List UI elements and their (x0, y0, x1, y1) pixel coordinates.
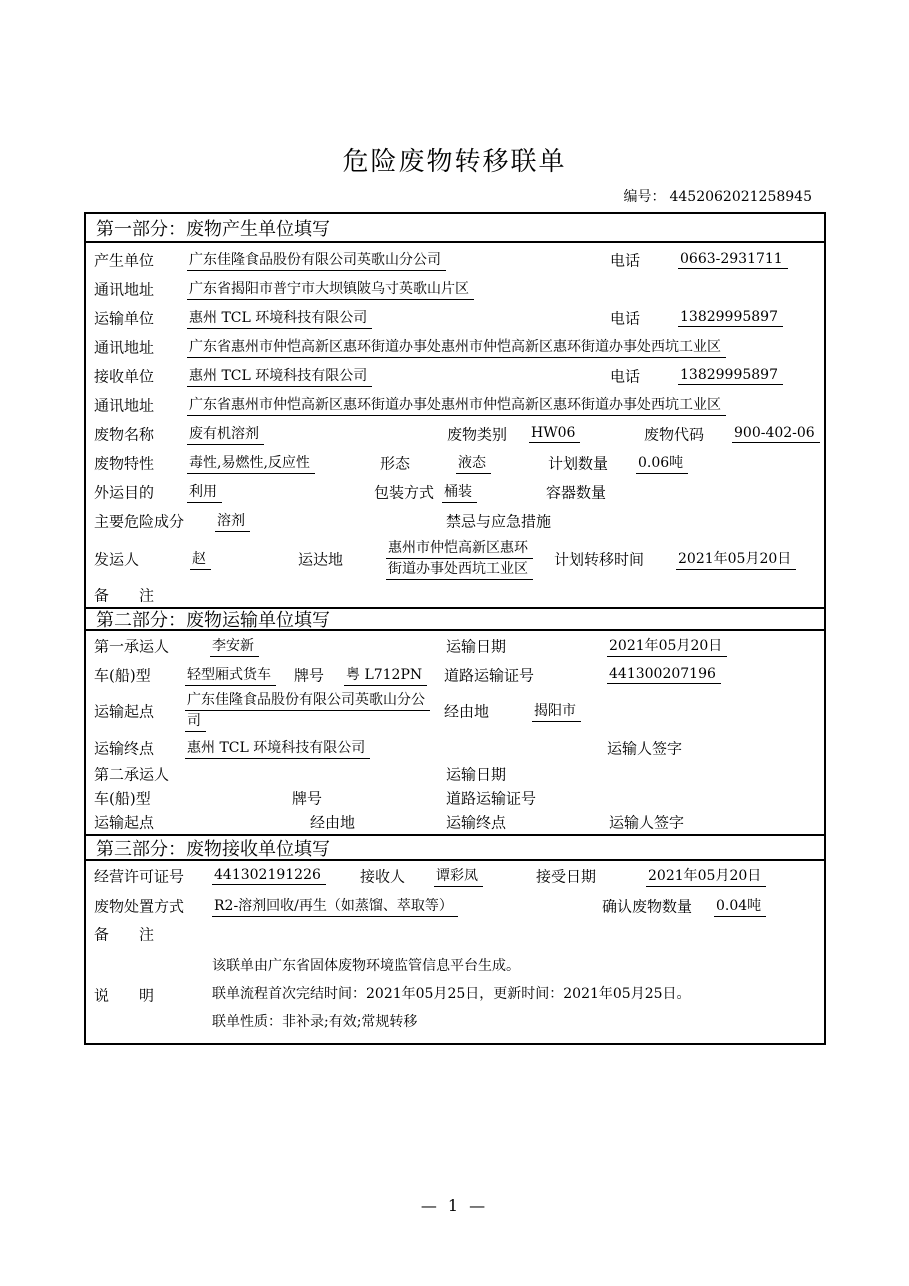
remark-s1-label: 备 注 (94, 586, 155, 605)
permit2-label: 道路运输证号 (446, 789, 537, 808)
destination-value (386, 538, 533, 580)
row-origin1 (86, 689, 824, 733)
carrier1-value: 李安新 (210, 635, 259, 657)
vehicle1-value: 轻型厢式货车 (185, 664, 276, 686)
packaging-label: 包装方式 (374, 483, 435, 501)
row-receiver (86, 361, 824, 390)
via1-label: 经由地 (444, 702, 490, 721)
waste-props-label: 废物特性 (94, 454, 155, 472)
row-carrier2 (86, 762, 824, 786)
license-label: 经营许可证号 (94, 867, 185, 886)
serial-line (84, 186, 812, 206)
transporter-address-value: 广东省惠州市仲恺高新区惠环街道办事处惠州市仲恺高新区惠环街道办事处西坑工业区 (187, 336, 726, 358)
producer-address-label: 通讯地址 (94, 280, 155, 298)
notes-label: 说 明 (94, 986, 155, 1005)
serial-number: 4452062021258945 (669, 189, 812, 205)
row-waste-name (86, 419, 824, 448)
section2-header: 第二部分：废物运输单位填写 (86, 607, 824, 631)
manifest-form (84, 212, 826, 1045)
end1-value: 惠州 TCL 环境科技有限公司 (185, 737, 370, 759)
section3-header: 第三部分：废物接收单位填写 (86, 834, 824, 861)
disposal-value: R2-溶剂回收/再生（如蒸馏、萃取等） (212, 895, 458, 917)
row-end1 (86, 733, 824, 762)
packaging-value: 桶装 (442, 481, 477, 503)
producer-phone-label: 电话 (610, 251, 641, 269)
plate1-label: 牌号 (294, 666, 325, 684)
row-hazard (86, 506, 824, 535)
row-sender (86, 535, 824, 583)
receiver-phone-label: 电话 (610, 367, 641, 385)
accept-date-label: 接受日期 (536, 867, 597, 886)
row-transporter-address (86, 332, 824, 361)
row-route2 (86, 810, 824, 834)
receiver-address-value: 广东省惠州市仲恺高新区惠环街道办事处惠州市仲恺高新区惠环街道办事处西坑工业区 (187, 394, 726, 416)
ship-date1-label: 运输日期 (446, 637, 507, 655)
carrier2-label: 第二承运人 (94, 765, 170, 784)
confirm-qty-value: 0.04吨 (714, 895, 766, 917)
receiver-phone-value: 13829995897 (678, 367, 783, 385)
section1-content (86, 243, 824, 607)
plate1-value: 粤 L712PN (344, 664, 427, 686)
receiver-unit-value: 惠州 TCL 环境科技有限公司 (187, 365, 372, 387)
permit1-label: 道路运输证号 (444, 666, 535, 684)
confirm-qty-label: 确认废物数量 (602, 897, 693, 916)
section3-content (86, 861, 824, 1043)
form-state-value: 液态 (456, 452, 491, 474)
transporter-unit-value: 惠州 TCL 环境科技有限公司 (187, 307, 372, 329)
via1-value: 揭阳市 (532, 700, 581, 722)
origin1-value (185, 690, 430, 732)
row-remark-s1 (86, 583, 824, 607)
remark-s3-label: 备 注 (94, 925, 155, 944)
sender-label: 发运人 (94, 550, 140, 569)
license-value: 441302191226 (212, 867, 326, 885)
transporter-unit-label: 运输单位 (94, 309, 155, 327)
destination-value-line2: 街道办事处西坑工业区 (386, 559, 533, 580)
end2-label: 运输终点 (446, 813, 507, 832)
hazard-value: 溶剂 (215, 510, 250, 532)
producer-unit-value: 广东佳隆食品股份有限公司英歌山分公司 (187, 249, 446, 271)
origin1-value-line1: 广东佳隆食品股份有限公司英歌山分公 (185, 690, 430, 711)
waste-name-value: 废有机溶剂 (187, 423, 264, 445)
waste-code-value: 900-402-06 (732, 425, 820, 443)
row-license (86, 861, 824, 891)
recipient-value: 谭彩凤 (434, 865, 483, 887)
serial-label: 编号： (623, 189, 666, 205)
producer-unit-label: 产生单位 (94, 251, 155, 269)
producer-phone-value: 0663-2931711 (678, 251, 788, 269)
via2-label: 经由地 (310, 813, 356, 832)
end1-label: 运输终点 (94, 739, 155, 757)
notes-line2: 联单流程首次完结时间：2021年05月25日，更新时间：2021年05月25日。 (212, 986, 691, 1002)
waste-code-label: 废物代码 (644, 425, 705, 443)
waste-props-value: 毒性,易燃性,反应性 (187, 452, 315, 474)
ship-date2-label: 运输日期 (446, 765, 507, 784)
page-title: 危险废物转移联单 (342, 147, 567, 177)
purpose-value: 利用 (187, 481, 222, 503)
planned-qty-label: 计划数量 (548, 454, 609, 472)
disposal-label: 废物处置方式 (94, 897, 185, 916)
destination-label: 运达地 (298, 550, 344, 569)
notes-line1: 该联单由广东省固体废物环境监管信息平台生成。 (212, 958, 520, 974)
section1-header: 第一部分：废物产生单位填写 (86, 214, 824, 243)
row-disposal (86, 891, 824, 921)
transfer-time-value: 2021年05月20日 (676, 548, 796, 570)
planned-qty-value: 0.06吨 (636, 452, 688, 474)
transporter-address-label: 通讯地址 (94, 338, 155, 356)
sign2-label: 运输人签字 (609, 813, 685, 832)
row-receiver-address (86, 390, 824, 419)
row-waste-props (86, 448, 824, 477)
row-vehicle2 (86, 786, 824, 810)
notes-line3: 联单性质：非补录;有效;常规转移 (212, 1014, 418, 1030)
producer-address-value: 广东省揭阳市普宁市大坝镇陂乌寸英歌山片区 (187, 278, 474, 300)
hazard-label: 主要危险成分 (94, 512, 185, 530)
carrier1-label: 第一承运人 (94, 637, 170, 655)
destination-value-line1: 惠州市仲恺高新区惠环 (386, 538, 533, 559)
accept-date-value: 2021年05月20日 (646, 865, 766, 887)
plate2-label: 牌号 (292, 789, 323, 808)
waste-category-label: 废物类别 (447, 425, 508, 443)
page-number: — 1 — (420, 1196, 489, 1215)
row-purpose (86, 477, 824, 506)
waste-category-value: HW06 (529, 425, 580, 443)
origin2-label: 运输起点 (94, 813, 155, 832)
container-qty-label: 容器数量 (546, 483, 607, 501)
form-state-label: 形态 (380, 454, 411, 472)
section2-content (86, 631, 824, 834)
purpose-label: 外运目的 (94, 483, 155, 501)
row-notes (86, 947, 824, 1043)
receiver-unit-label: 接收单位 (94, 367, 155, 385)
receiver-address-label: 通讯地址 (94, 396, 155, 414)
ship-date1-value: 2021年05月20日 (607, 635, 727, 657)
origin1-value-line2: 司 (185, 711, 206, 732)
row-carrier1 (86, 631, 824, 660)
permit1-value: 441300207196 (607, 666, 721, 684)
origin1-label: 运输起点 (94, 702, 155, 721)
row-producer-address (86, 274, 824, 303)
recipient-label: 接收人 (360, 867, 406, 886)
sender-value: 赵 (190, 548, 211, 570)
row-transporter (86, 303, 824, 332)
row-producer (86, 245, 824, 274)
emergency-label: 禁忌与应急措施 (446, 512, 552, 530)
row-vehicle1 (86, 660, 824, 689)
waste-name-label: 废物名称 (94, 425, 155, 443)
transfer-time-label: 计划转移时间 (554, 550, 645, 569)
sign1-label: 运输人签字 (607, 739, 683, 757)
vehicle2-label: 车(船)型 (94, 789, 151, 808)
vehicle1-label: 车(船)型 (94, 666, 151, 684)
transporter-phone-label: 电话 (610, 309, 641, 327)
row-remark-s3 (86, 921, 824, 947)
transporter-phone-value: 13829995897 (678, 309, 783, 327)
